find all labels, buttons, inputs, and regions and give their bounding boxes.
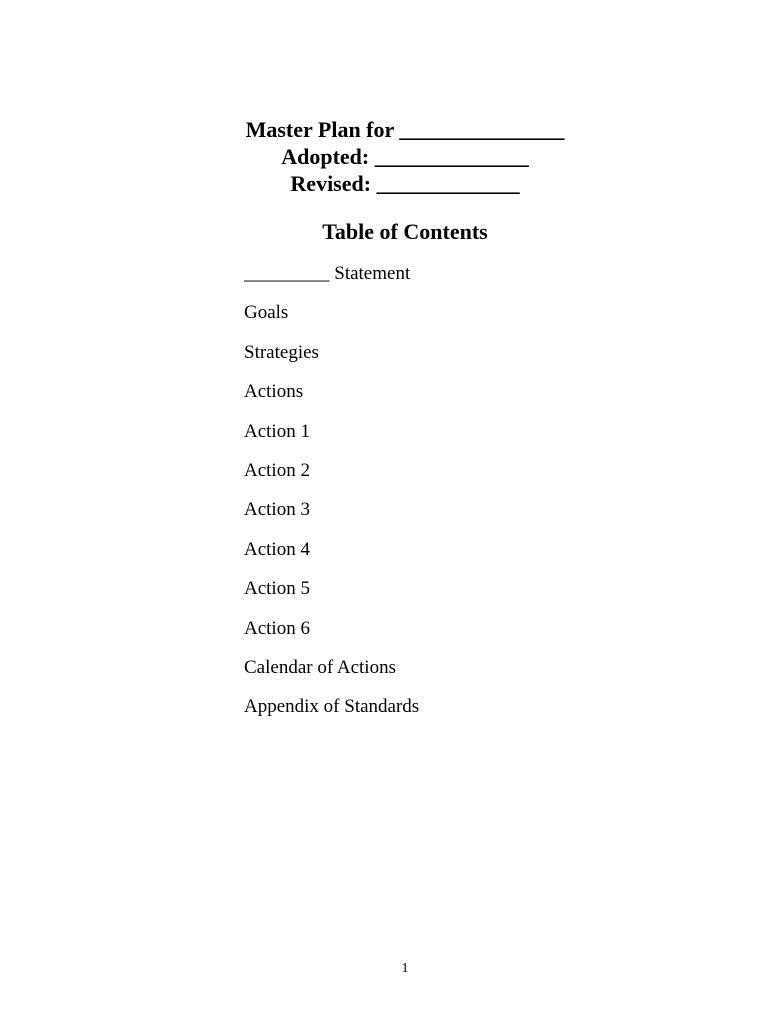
- master-plan-title: Master Plan for _______________: [245, 117, 565, 142]
- toc-item-statement: _________ Statement: [244, 263, 411, 284]
- toc-item-action-3: Action 3: [244, 499, 310, 521]
- toc-item-strategies: Strategies: [244, 341, 319, 363]
- toc-item-calendar-of-actions: Calendar of Actions: [244, 656, 396, 678]
- table-of-contents-list: [244, 262, 419, 735]
- toc-item-action-6: Action 6: [244, 617, 310, 639]
- toc-item-appendix-of-standards: Appendix of Standards: [244, 696, 420, 718]
- toc-item-action-1: Action 1: [244, 420, 310, 442]
- toc-item-action-2: Action 2: [244, 459, 310, 481]
- toc-item-actions: Actions: [244, 381, 304, 403]
- document-header: [0, 116, 770, 197]
- table-of-contents-heading: Table of Contents: [322, 219, 488, 244]
- adopted-line: Adopted: ______________: [281, 144, 529, 169]
- toc-item-action-5: Action 5: [244, 578, 310, 600]
- toc-item-action-4: Action 4: [244, 538, 310, 560]
- toc-item-goals: Goals: [244, 302, 289, 324]
- page-number: 1: [401, 961, 409, 976]
- revised-line: Revised: _____________: [290, 171, 520, 196]
